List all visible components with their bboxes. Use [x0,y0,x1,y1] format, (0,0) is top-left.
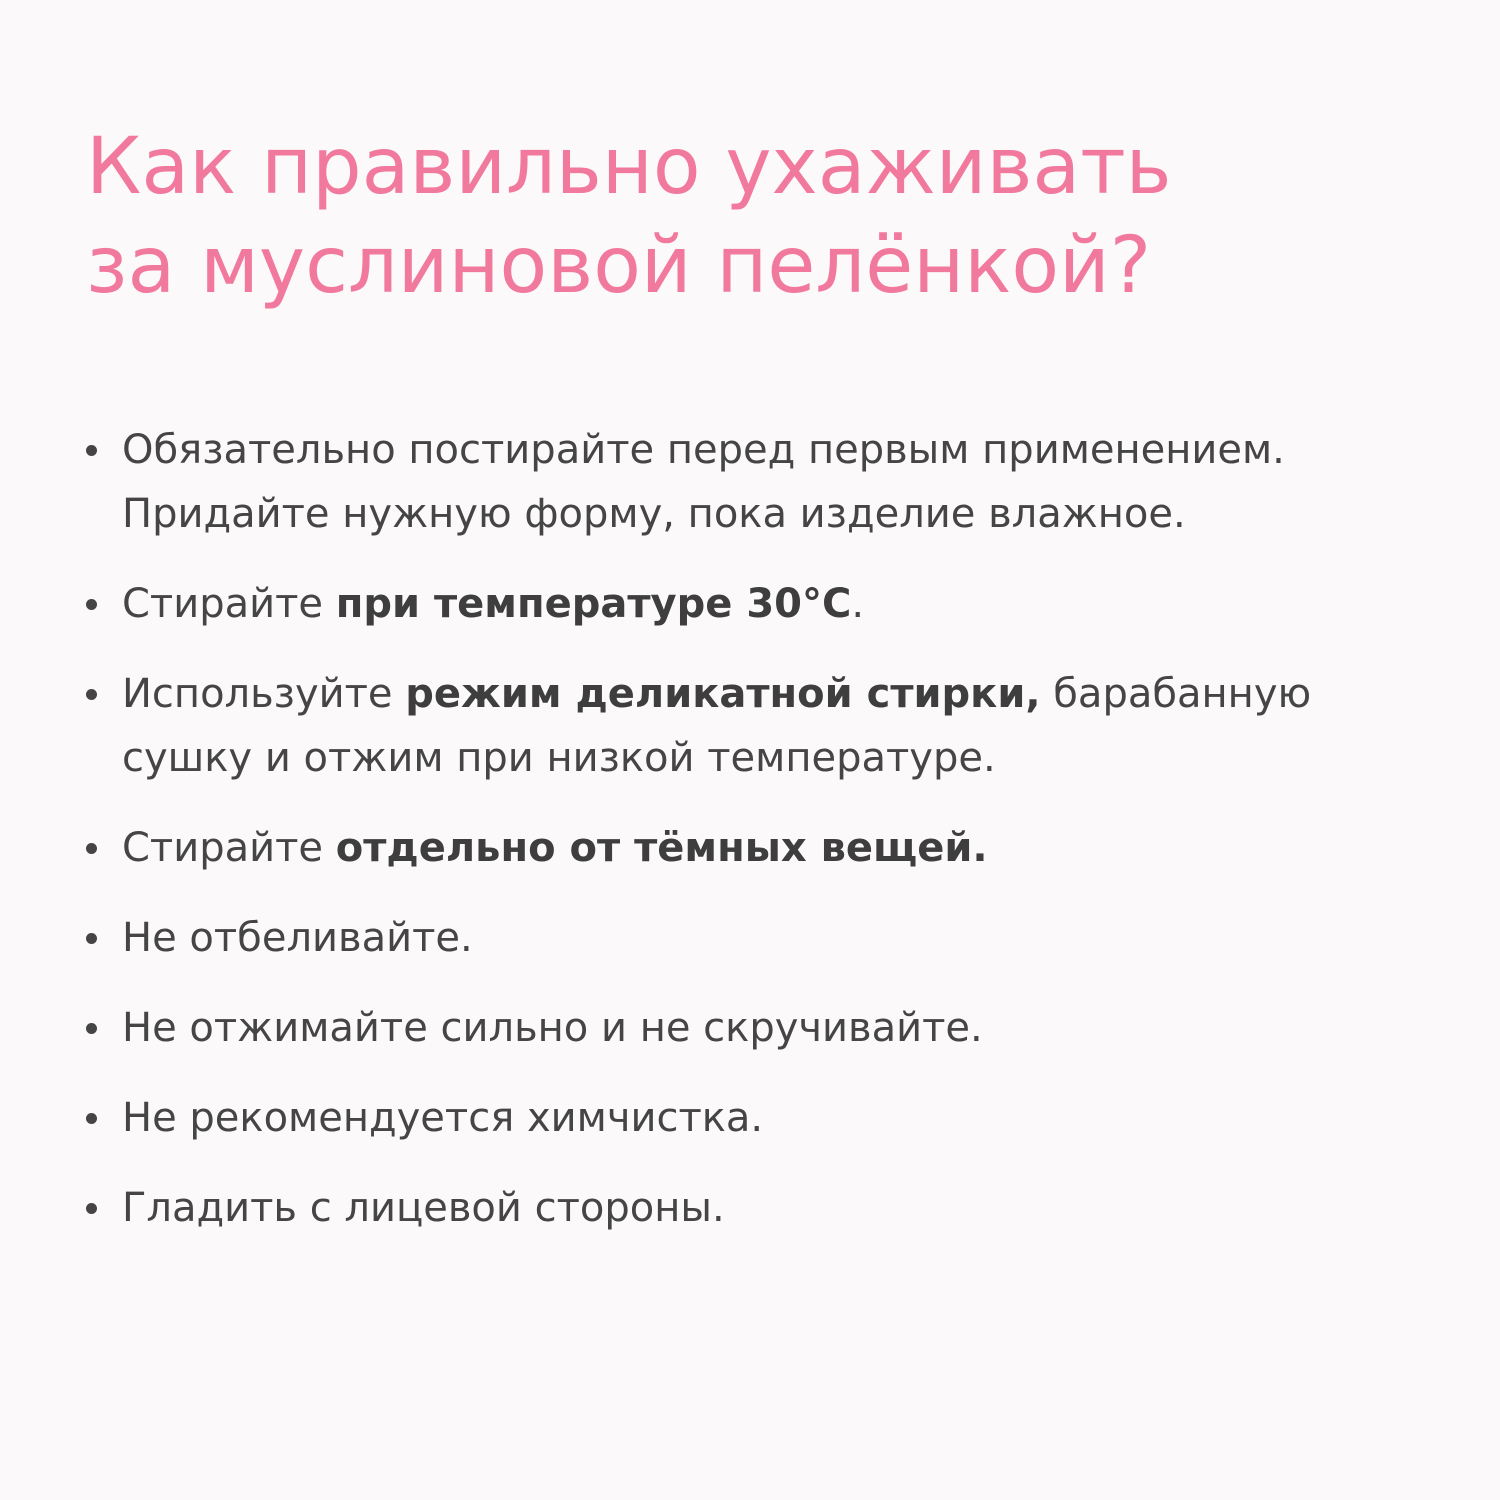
item-text: . [851,581,865,627]
bullet-icon [86,445,97,456]
item-text-line: Гладить с лицевой стороны. [122,1185,725,1231]
list-item [86,662,1416,790]
item-text-line [122,816,1416,880]
item-text: Стирайте [122,825,336,871]
bullet-icon [86,1203,97,1214]
list-item [86,816,1416,880]
list-item [86,906,1416,970]
bullet-icon [86,933,97,944]
list-item [86,1176,1416,1240]
item-emphasis: отдельно от тёмных вещей. [335,825,988,871]
list-item [86,572,1416,636]
bullet-icon [86,843,97,854]
item-text-line: сушку и отжим при низкой температуре. [122,735,996,781]
item-emphasis: режим деликатной стирки, [405,671,1041,717]
item-text: барабанную [1040,671,1312,717]
item-text-line: Не рекомендуется химчистка. [122,1095,764,1141]
title-line-1: Как правильно ухаживать [86,122,1172,212]
item-text: Стирайте [122,581,336,627]
bullet-icon [86,1113,97,1124]
item-text-line: Придайте нужную форму, пока изделие влажное. [122,491,1186,537]
list-item [86,996,1416,1060]
bullet-icon [86,1023,97,1034]
item-text-line: Не отбеливайте. [122,915,473,961]
list-item [86,1086,1416,1150]
item-emphasis: при температуре 30°C [335,581,852,627]
item-text-line: Не отжимайте сильно и не скручивайте. [122,1005,983,1051]
item-text: Используйте [122,671,406,717]
bullet-icon [86,689,97,700]
page-title [86,122,1426,311]
title-line-2: за муслиновой пелёнкой? [86,221,1152,311]
item-text-line [122,572,1416,636]
bullet-icon [86,599,97,610]
item-text-line: Обязательно постирайте перед первым применением. [122,427,1285,473]
care-list [86,418,1416,1266]
item-text-line [122,662,1416,726]
list-item [86,418,1416,546]
